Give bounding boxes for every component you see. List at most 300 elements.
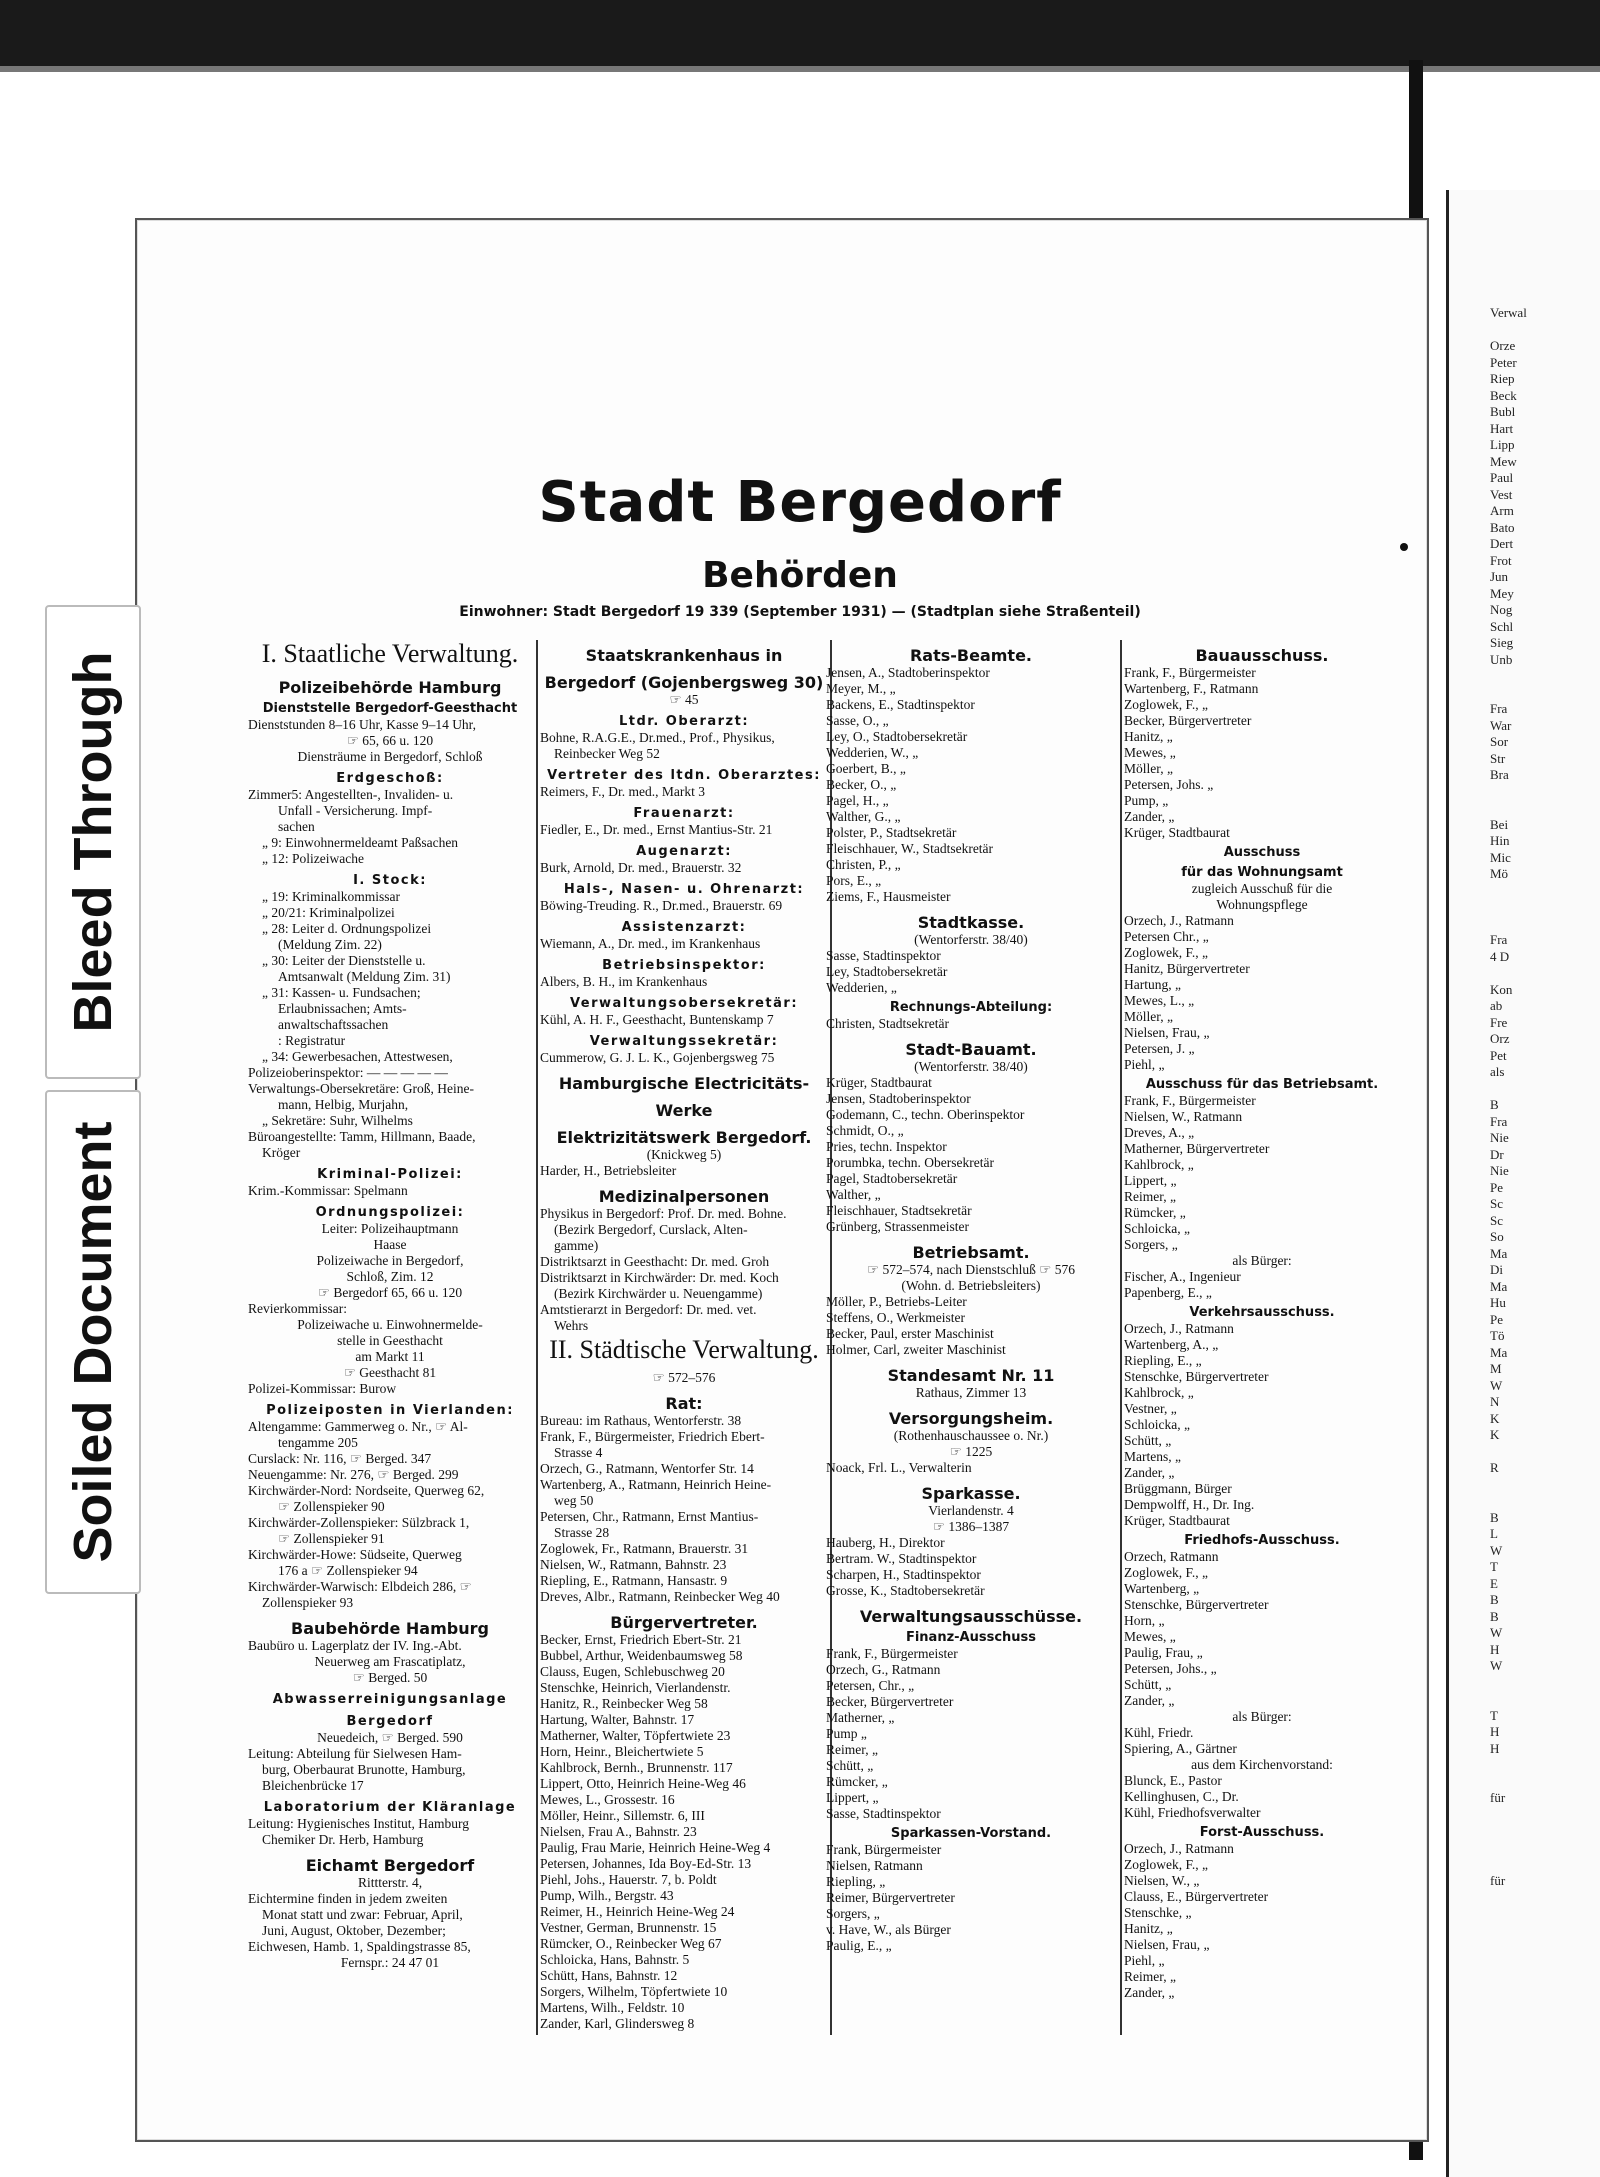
section-heading: Frauenarzt: — [633, 806, 735, 821]
inhabitants-line: Einwohner: Stadt Bergedorf 19 339 (September 1931) — (Stadtplan siehe Straßenteil) — [459, 604, 1141, 620]
section-heading: Polizeibehörde Hamburg — [278, 678, 502, 697]
section-heading: Vertreter des ltdn. Oberarztes: — [547, 768, 821, 783]
directory-line: Zander, „ — [1124, 1985, 1175, 2000]
directory-line: als Bürger: — [1232, 1709, 1292, 1724]
directory-line: Fischer, A., Ingenieur — [1124, 1269, 1241, 1284]
directory-line: Erlaubnissachen; Amts- — [278, 1001, 407, 1016]
directory-line: Dreves, Albr., Ratmann, Reinbecker Weg 40 — [540, 1589, 780, 1604]
section-heading: Finanz-Ausschuss — [905, 1630, 1037, 1645]
directory-line: Pagel, Stadtobersekretär — [826, 1171, 958, 1186]
directory-line: Petersen, Johannes, Ida Boy-Ed-Str. 13 — [540, 1856, 752, 1871]
directory-line: Zoglowek, F., „ — [1124, 1857, 1209, 1872]
directory-line: ☞ Zollenspieker 90 — [278, 1499, 385, 1514]
directory-line: Ley, Stadtobersekretär — [826, 964, 948, 979]
directory-line: Reimer, „ — [1124, 1189, 1176, 1204]
directory-line: Unfall - Versicherung. Impf- — [278, 803, 433, 818]
directory-line: Eichwesen, Hamb. 1, Spaldingstrasse 85, — [248, 1939, 471, 1954]
directory-line: Godemann, C., techn. Oberinspektor — [826, 1107, 1025, 1122]
directory-line: (Wentorferstr. 38/40) — [914, 932, 1028, 947]
soiled-document-tag — [45, 1090, 141, 1594]
directory-line: „ 19: Kriminalkommissar — [262, 889, 400, 904]
directory-line: Zander, „ — [1124, 809, 1175, 824]
section-heading: Rechnungs-Abteilung: — [889, 1000, 1053, 1015]
directory-line: Orzech, J., Ratmann — [1124, 1841, 1234, 1856]
section-heading: Ordnungspolizei: — [315, 1205, 465, 1220]
directory-line: Petersen, J. „ — [1124, 1041, 1195, 1056]
directory-line: (Rothenhauschaussee o. Nr.) — [893, 1428, 1049, 1443]
directory-line: Bureau: im Rathaus, Wentorferstr. 38 — [540, 1413, 742, 1428]
directory-line: Pump „ — [826, 1726, 867, 1741]
directory-line: Reimer, „ — [826, 1742, 878, 1757]
section-heading: Verkehrsausschuss. — [1189, 1305, 1335, 1320]
directory-line: Blunck, E., Pastor — [1124, 1773, 1222, 1788]
directory-line: Sasse, Stadtinspektor — [826, 948, 941, 963]
directory-line: Leitung: Hygienisches Institut, Hamburg — [248, 1816, 469, 1831]
adjacent-page-text: Verwal Orze Peter Riep Beck Bubl Hart Lipp Mew Paul Vest Arm Bato Dert Frot Jun Mey Nog Schl Sieg Unb Fra War Sor Str Bra Bei Hin Mic Mö Fra 4 D Kon ab Fre Orz Pet als B Fra Nie Dr Nie Pe Sc Sc So Ma Di Ma Hu Pe Tö Ma M W N K K R B L W T E B B W H W T H H für für — [1490, 305, 1527, 1888]
column-committees — [1124, 638, 1400, 2001]
directory-line: Porumbka, techn. Obersekretär — [826, 1155, 994, 1170]
directory-line: am Markt 11 — [355, 1349, 425, 1364]
directory-line: Möller, P., Betriebs-Leiter — [826, 1294, 967, 1309]
directory-line: „ 34: Gewerbesachen, Attestwesen, — [262, 1049, 453, 1064]
directory-line: Petersen Chr., „ — [1124, 929, 1209, 944]
section-heading: Rats-Beamte. — [909, 646, 1033, 665]
bleed-through-tag-label: Bleed Through — [63, 651, 123, 1033]
directory-line: Horn, Heinr., Bleichertwiete 5 — [540, 1744, 704, 1759]
directory-line: burg, Oberbaurat Brunotte, Hamburg, — [262, 1762, 466, 1777]
directory-line: Polizeiwache in Bergedorf, — [316, 1253, 464, 1268]
directory-line: Vestner, „ — [1124, 1401, 1177, 1416]
directory-line: Stenschke, Bürgervertreter — [1124, 1597, 1269, 1612]
directory-line: Kirchwärder-Warwisch: Elbdeich 286, ☞ — [248, 1579, 472, 1594]
section-heading: Erdgeschoß: — [336, 771, 444, 786]
directory-line: Krüger, Stadtbaurat — [1124, 825, 1230, 840]
section-heading: Hals-, Nasen- u. Ohrenarzt: — [563, 882, 805, 897]
directory-line: Bleichenbrücke 17 — [262, 1778, 364, 1793]
directory-line: Rittterstr. 4, — [357, 1875, 423, 1890]
directory-line: Frank, F., Bürgermeister — [1124, 665, 1256, 680]
directory-line: Nielsen, W., Ratmann, Bahnstr. 23 — [540, 1557, 727, 1572]
directory-line: Baubüro u. Lagerplatz der IV. Ing.-Abt. — [248, 1638, 462, 1653]
directory-line: Stenschke, Bürgervertreter — [1124, 1369, 1269, 1384]
section-heading: Verwaltungssekretär: — [589, 1034, 779, 1049]
directory-line: Bertram. W., Stadtinspektor — [826, 1551, 977, 1566]
directory-line: Paulig, Frau, „ — [1124, 1645, 1203, 1660]
directory-line: Nielsen, W., Ratmann — [1124, 1109, 1243, 1124]
section-heading: Stadt-Bauamt. — [905, 1040, 1037, 1059]
directory-line: Physikus in Bergedorf: Prof. Dr. med. Bohne. — [540, 1206, 787, 1221]
section-heading: Verwaltungsausschüsse. — [859, 1607, 1083, 1626]
directory-line: Scharpen, H., Stadtinspektor — [826, 1567, 981, 1582]
column-rule — [1120, 640, 1122, 2035]
directory-line: Clauss, E., Bürgervertreter — [1124, 1889, 1269, 1904]
section-heading: Hamburgische Electricitäts- — [558, 1074, 810, 1093]
directory-line: Polizeioberinspektor: — — — — — — [248, 1065, 448, 1080]
directory-line: „ Sekretäre: Suhr, Wilhelms — [262, 1113, 413, 1128]
directory-line: Neuengamme: Nr. 276, ☞ Berged. 299 — [248, 1467, 459, 1482]
section-heading: II. Städtische Verwaltung. — [549, 1335, 819, 1364]
directory-line: ☞ Zollenspieker 91 — [278, 1531, 385, 1546]
directory-line: Möller, „ — [1124, 761, 1173, 776]
directory-line: Cummerow, G. J. L. K., Gojenbergsweg 75 — [540, 1050, 775, 1065]
directory-line: Ley, O., Stadtobersekretär — [826, 729, 968, 744]
directory-line: Pries, techn. Inspektor — [826, 1139, 947, 1154]
directory-line: : Registratur — [278, 1033, 346, 1048]
directory-line: Burk, Arnold, Dr. med., Brauerstr. 32 — [540, 860, 742, 875]
section-heading: Forst-Ausschuss. — [1199, 1825, 1325, 1840]
directory-line: Spiering, A., Gärtner — [1124, 1741, 1237, 1756]
directory-line: Zollenspieker 93 — [262, 1595, 354, 1610]
directory-line: Kühl, A. H. F., Geesthacht, Buntenskamp 7 — [540, 1012, 774, 1027]
directory-line: Mewes, „ — [1124, 1629, 1176, 1644]
section-heading: Bauausschuss. — [1195, 646, 1329, 665]
directory-line: Becker, Bürgervertreter — [1124, 713, 1252, 728]
directory-line: „ 28: Leiter d. Ordnungspolizei — [262, 921, 432, 936]
directory-line: Zander, „ — [1124, 1693, 1175, 1708]
directory-line: Rümcker, „ — [1124, 1205, 1186, 1220]
directory-line: Zander, Karl, Glindersweg 8 — [540, 2016, 695, 2031]
directory-line: Noack, Frl. L., Verwalterin — [826, 1460, 972, 1475]
directory-line: Bubbel, Arthur, Weidenbaumsweg 58 — [540, 1648, 743, 1663]
scan-top-border — [0, 0, 1600, 72]
directory-line: Kühl, Friedr. — [1124, 1725, 1194, 1740]
section-heading: Betriebsamt. — [912, 1243, 1030, 1262]
directory-line: Jensen, Stadtoberinspektor — [826, 1091, 971, 1106]
directory-line: Haase — [373, 1237, 407, 1252]
directory-line: Hartung, Walter, Bahnstr. 17 — [540, 1712, 695, 1727]
directory-line: Nielsen, Frau, „ — [1124, 1025, 1210, 1040]
directory-line: Zoglowek, F., „ — [1124, 945, 1209, 960]
column-state-administration — [248, 638, 532, 1971]
directory-line: Mewes, L., Grossestr. 16 — [540, 1792, 675, 1807]
directory-line: Hanitz, „ — [1124, 729, 1173, 744]
directory-line: Chemiker Dr. Herb, Hamburg — [262, 1832, 424, 1847]
directory-line: Ziems, F., Hausmeister — [826, 889, 951, 904]
section-heading: Abwasserreinigungsanlage — [272, 1692, 508, 1707]
directory-line: Lippert, „ — [826, 1790, 879, 1805]
directory-line: Kirchwärder-Howe: Südseite, Querweg — [248, 1547, 462, 1562]
directory-line: Wohnungspflege — [1216, 897, 1308, 912]
section-heading: Assistenzarzt: — [621, 920, 747, 935]
directory-line: aus dem Kirchenvorstand: — [1191, 1757, 1333, 1772]
directory-line: Papenberg, E., „ — [1124, 1285, 1212, 1300]
directory-line: (Meldung Zim. 22) — [278, 937, 382, 952]
directory-line: Riepling, E., Ratmann, Hansastr. 9 — [540, 1573, 728, 1588]
section-heading: Verwaltungsobersekretär: — [569, 996, 799, 1011]
directory-line: Petersen, Chr., Ratmann, Ernst Mantius- — [540, 1509, 759, 1524]
directory-line: Amtstierarzt in Bergedorf: Dr. med. vet. — [540, 1302, 757, 1317]
section-heading: Medizinalpersonen — [598, 1187, 770, 1206]
directory-line: Petersen, Chr., „ — [826, 1678, 915, 1693]
directory-line: Rathaus, Zimmer 13 — [915, 1385, 1027, 1400]
directory-line: Zoglowek, F., „ — [1124, 697, 1209, 712]
directory-line: Nielsen, Frau A., Bahnstr. 23 — [540, 1824, 697, 1839]
directory-line: Diensträume in Bergedorf, Schloß — [297, 749, 483, 764]
directory-line: Büroangestellte: Tamm, Hillmann, Baade, — [248, 1129, 476, 1144]
directory-line: Schütt, „ — [1124, 1433, 1172, 1448]
directory-line: Möller, Heinr., Sillemstr. 6, III — [540, 1808, 705, 1823]
directory-line: Wartenberg, „ — [1124, 1581, 1200, 1596]
section-heading: Dienststelle Bergedorf-Geesthacht — [262, 701, 518, 716]
section-heading: Rat: — [665, 1394, 703, 1413]
directory-line: „ 12: Polizeiwache — [262, 851, 364, 866]
page-title: Stadt Bergedorf — [538, 470, 1062, 535]
directory-line: Möller, „ — [1124, 1009, 1173, 1024]
section-heading: Polizeiposten in Vierlanden: — [266, 1403, 514, 1418]
directory-line: „ 20/21: Kriminalpolizei — [262, 905, 395, 920]
directory-line: Becker, Ernst, Friedrich Ebert-Str. 21 — [540, 1632, 742, 1647]
directory-line: (Wentorferstr. 38/40) — [914, 1059, 1028, 1074]
section-heading: Versorgungsheim. — [888, 1409, 1054, 1428]
directory-line: Leiter: Polizeihauptmann — [321, 1221, 459, 1236]
directory-line: Sorgers, „ — [826, 1906, 880, 1921]
directory-line: Polizei-Kommissar: Burow — [248, 1381, 397, 1396]
directory-line: (Knickweg 5) — [646, 1147, 722, 1162]
directory-line: Martens, Wilh., Feldstr. 10 — [540, 2000, 685, 2015]
directory-line: Hauberg, H., Direktor — [826, 1535, 945, 1550]
directory-line: als Bürger: — [1232, 1253, 1292, 1268]
directory-line: Petersen, Johs., „ — [1124, 1661, 1217, 1676]
directory-line: Monat statt und zwar: Februar, April, — [262, 1907, 463, 1922]
section-heading: Baubehörde Hamburg — [291, 1619, 489, 1638]
directory-line: Zimmer5: Angestellten-, Invaliden- u. — [248, 787, 454, 802]
directory-line: Clauss, Eugen, Schlebuschweg 20 — [540, 1664, 725, 1679]
directory-line: Verwaltungs-Obersekretäre: Groß, Heine- — [248, 1081, 475, 1096]
directory-line: weg 50 — [554, 1493, 594, 1508]
directory-line: Backens, E., Stadtinspektor — [826, 697, 975, 712]
directory-line: Revierkommissar: — [248, 1301, 347, 1316]
section-heading: Bürgervertreter. — [610, 1613, 758, 1632]
directory-line: Matherner, Bürgervertreter — [1124, 1141, 1270, 1156]
directory-line: Dempwolff, H., Dr. Ing. — [1124, 1497, 1255, 1512]
directory-line: Nielsen, Frau, „ — [1124, 1937, 1210, 1952]
directory-line: Riepling, E., „ — [1124, 1353, 1202, 1368]
directory-line: Frank, F., Bürgermeister, Friedrich Ebert- — [540, 1429, 765, 1444]
directory-line: v. Have, W., als Bürger — [826, 1922, 951, 1937]
directory-line: ☞ Geesthacht 81 — [343, 1365, 437, 1380]
directory-line: Frank, F., Bürgermeister — [826, 1646, 958, 1661]
directory-line: „ 31: Kassen- u. Fundsachen; — [262, 985, 421, 1000]
directory-line: ☞ 1386–1387 — [932, 1519, 1010, 1534]
directory-line: Lippert, „ — [1124, 1173, 1177, 1188]
section-heading: Standesamt Nr. 11 — [887, 1366, 1055, 1385]
directory-line: Schütt, „ — [1124, 1677, 1172, 1692]
section-heading: Betriebsinspektor: — [602, 958, 766, 973]
directory-line: (Bezirk Bergedorf, Curslack, Alten- — [554, 1222, 748, 1237]
directory-line: Pump, „ — [1124, 793, 1169, 808]
directory-line: Lippert, Otto, Heinrich Heine-Weg 46 — [540, 1776, 746, 1791]
directory-line: Schloß, Zim. 12 — [346, 1269, 434, 1284]
directory-line: Albers, B. H., im Krankenhaus — [540, 974, 708, 989]
directory-line: Walther, „ — [826, 1187, 881, 1202]
section-heading: Stadtkasse. — [917, 913, 1025, 932]
section-heading: Bergedorf (Gojenbergsweg 30) — [544, 673, 824, 692]
directory-line: Sasse, Stadtinspektor — [826, 1806, 941, 1821]
directory-line: Curslack: Nr. 116, ☞ Berged. 347 — [248, 1451, 432, 1466]
directory-line: Schloicka, Hans, Bahnstr. 5 — [540, 1952, 690, 1967]
directory-line: Schütt, Hans, Bahnstr. 12 — [540, 1968, 678, 1983]
directory-line: gamme) — [554, 1238, 599, 1253]
directory-line: Dreves, A., „ — [1124, 1125, 1195, 1140]
directory-line: Bohne, R.A.G.E., Dr.med., Prof., Physikus, — [540, 730, 775, 745]
directory-line: ☞ Bergedorf 65, 66 u. 120 — [317, 1285, 463, 1300]
directory-line: Krüger, Stadtbaurat — [1124, 1513, 1230, 1528]
directory-line: Reimer, „ — [1124, 1969, 1176, 1984]
directory-line: Piehl, „ — [1124, 1953, 1165, 1968]
directory-line: Leitung: Abteilung für Sielwesen Ham- — [248, 1746, 462, 1761]
directory-line: Piehl, „ — [1124, 1057, 1165, 1072]
directory-line: Reimers, F., Dr. med., Markt 3 — [540, 784, 706, 799]
directory-line: Sorgers, Wilhelm, Töpfertwiete 10 — [540, 1984, 728, 1999]
section-heading: Kriminal-Polizei: — [317, 1167, 463, 1182]
column-city-offices — [826, 638, 1116, 1954]
section-heading: Staatskrankenhaus in — [585, 646, 783, 665]
directory-line: Paulig, E., „ — [826, 1938, 892, 1953]
section-heading: Sparkasse. — [921, 1484, 1021, 1503]
directory-line: Kirchwärder-Nord: Nordseite, Querweg 62, — [248, 1483, 485, 1498]
ink-dot — [1400, 543, 1408, 551]
section-heading: Augenarzt: — [636, 844, 732, 859]
directory-line: Matherner, „ — [826, 1710, 895, 1725]
directory-line: Stenschke, Heinrich, Vierlandenstr. — [540, 1680, 731, 1695]
directory-line: zugleich Ausschuß für die — [1191, 881, 1333, 896]
section-heading: Sparkassen-Vorstand. — [890, 1826, 1052, 1841]
section-heading: Eichamt Bergedorf — [305, 1856, 475, 1875]
directory-line: stelle in Geesthacht — [337, 1333, 443, 1348]
directory-line: Holmer, Carl, zweiter Maschinist — [826, 1342, 1006, 1357]
directory-line: Hanitz, Bürgervertreter — [1124, 961, 1250, 976]
bleed-through-tag — [45, 605, 141, 1079]
section-heading: Ausschuss für das Betriebsamt. — [1145, 1077, 1379, 1092]
directory-line: Piehl, Johs., Hauerstr. 7, b. Poldt — [540, 1872, 717, 1887]
directory-line: Eichtermine finden in jedem zweiten — [248, 1891, 448, 1906]
directory-line: Kahlbrock, „ — [1124, 1157, 1194, 1172]
directory-line: Fernspr.: 24 47 01 — [340, 1955, 440, 1970]
directory-line: Kahlbrock, „ — [1124, 1385, 1194, 1400]
directory-line: Vierlandenstr. 4 — [928, 1503, 1014, 1518]
directory-line: Kröger — [262, 1145, 301, 1160]
directory-line: Vestner, German, Brunnenstr. 15 — [540, 1920, 717, 1935]
directory-line: Schmidt, O., „ — [826, 1123, 904, 1138]
directory-line: Wartenberg, A., „ — [1124, 1337, 1219, 1352]
directory-line: Zoglowek, Fr., Ratmann, Brauerstr. 31 — [540, 1541, 749, 1556]
directory-line: ☞ 572–574, nach Dienstschluß ☞ 576 — [867, 1262, 1075, 1277]
directory-line: tengamme 205 — [278, 1435, 358, 1450]
directory-line: Steffens, O., Werkmeister — [826, 1310, 966, 1325]
column-hospital-and-city — [540, 638, 828, 2032]
directory-line: Frank, F., Bürgermeister — [1124, 1093, 1256, 1108]
directory-line: Kühl, Friedhofsverwalter — [1124, 1805, 1261, 1820]
section-heading: I. Staatliche Verwaltung. — [261, 639, 519, 668]
directory-line: Horn, „ — [1124, 1613, 1165, 1628]
directory-line: Schütt, „ — [826, 1758, 874, 1773]
directory-line: Amtsanwalt (Meldung Zim. 31) — [278, 969, 451, 984]
section-heading: für das Wohnungsamt — [1181, 865, 1343, 880]
directory-line: Strasse 28 — [554, 1525, 610, 1540]
section-heading: Ausschuss — [1223, 845, 1301, 860]
directory-line: Wartenberg, F., Ratmann — [1124, 681, 1259, 696]
directory-line: Orzech, G., Ratmann — [826, 1662, 941, 1677]
directory-line: Rümcker, „ — [826, 1774, 888, 1789]
directory-line: Schloicka, „ — [1124, 1417, 1190, 1432]
directory-line: Orzech, Ratmann — [1124, 1549, 1219, 1564]
directory-line: Mewes, „ — [1124, 745, 1176, 760]
directory-line: Jensen, A., Stadtoberinspektor — [826, 665, 990, 680]
directory-line: Orzech, J., Ratmann — [1124, 1321, 1234, 1336]
section-heading: I. Stock: — [353, 873, 427, 888]
directory-line: Grosse, K., Stadtobersekretär — [826, 1583, 985, 1598]
directory-line: Martens, „ — [1124, 1449, 1181, 1464]
directory-line: Distriktsarzt in Kirchwärder: Dr. med. Koch — [540, 1270, 779, 1285]
directory-line: Krüger, Stadtbaurat — [826, 1075, 932, 1090]
directory-line: Walther, G., „ — [826, 809, 901, 824]
directory-line: Schloicka, „ — [1124, 1221, 1190, 1236]
directory-line: Rümcker, O., Reinbecker Weg 67 — [540, 1936, 722, 1951]
page-subtitle: Behörden — [702, 555, 898, 596]
directory-line: Kellinghusen, C., Dr. — [1124, 1789, 1239, 1804]
directory-line: Meyer, M., „ — [826, 681, 896, 696]
directory-line: Wiemann, A., Dr. med., im Krankenhaus — [540, 936, 761, 951]
directory-line: Nielsen, W., „ — [1124, 1873, 1200, 1888]
directory-line: Reimer, Bürgervertreter — [826, 1890, 955, 1905]
directory-line: Brüggmann, Bürger — [1124, 1481, 1232, 1496]
directory-line: Matherner, Walter, Töpfertwiete 23 — [540, 1728, 731, 1743]
directory-line: Riepling, „ — [826, 1874, 886, 1889]
directory-line: Sasse, O., „ — [826, 713, 889, 728]
section-heading: Bergedorf — [346, 1714, 434, 1729]
soiled-document-tag-label: Soiled Document — [63, 1121, 123, 1563]
scan-top-border-edge — [0, 66, 1600, 72]
directory-line: Juni, August, Oktober, Dezember; — [262, 1923, 446, 1938]
directory-line: Strasse 4 — [554, 1445, 603, 1460]
directory-line: Reinbecker Weg 52 — [554, 746, 660, 761]
directory-line: Kirchwärder-Zollenspieker: Sülzbrack 1, — [248, 1515, 470, 1530]
directory-line: Polster, P., Stadtsekretär — [826, 825, 957, 840]
directory-line: Fiedler, E., Dr. med., Ernst Mantius-Str. 21 — [540, 822, 773, 837]
section-heading: Laboratorium der Kläranlage — [263, 1800, 517, 1815]
directory-line: Pump, Wilh., Bergstr. 43 — [540, 1888, 674, 1903]
directory-line: sachen — [278, 819, 315, 834]
directory-line: 176 a ☞ Zollenspieker 94 — [278, 1563, 418, 1578]
directory-line: Wartenberg, A., Ratmann, Heinrich Heine- — [540, 1477, 772, 1492]
directory-line: (Bezirk Kirchwärder u. Neuengamme) — [554, 1286, 763, 1301]
directory-line: Paulig, Frau Marie, Heinrich Heine-Weg 4 — [540, 1840, 771, 1855]
directory-line: Nielsen, Ratmann — [826, 1858, 923, 1873]
directory-line: Christen, P., „ — [826, 857, 901, 872]
directory-line: Dienststunden 8–16 Uhr, Kasse 9–14 Uhr, — [248, 717, 477, 732]
column-rule — [536, 640, 538, 2035]
directory-line: Pagel, H., „ — [826, 793, 889, 808]
directory-line: Zander, „ — [1124, 1465, 1175, 1480]
directory-line: „ 9: Einwohnermeldeamt Paßsachen — [262, 835, 459, 850]
section-heading: Ltdr. Oberarzt: — [618, 714, 750, 729]
directory-line: Distriktsarzt in Geesthacht: Dr. med. Groh — [540, 1254, 770, 1269]
section-heading: Werke — [655, 1101, 713, 1120]
directory-line: Wedderien, W., „ — [826, 745, 919, 760]
directory-line: Fleischhauer, W., Stadtsekretär — [826, 841, 994, 856]
directory-line: anwaltschaftssachen — [278, 1017, 389, 1032]
directory-line: mann, Helbig, Murjahn, — [278, 1097, 409, 1112]
directory-line: ☞ 65, 66 u. 120 — [346, 733, 434, 748]
directory-line: Reimer, H., Heinrich Heine-Weg 24 — [540, 1904, 735, 1919]
directory-line: Böwing-Treuding. R., Dr.med., Brauerstr. 69 — [540, 898, 783, 913]
directory-line: Grünberg, Strassenmeister — [826, 1219, 969, 1234]
directory-line: Becker, Paul, erster Maschinist — [826, 1326, 994, 1341]
directory-line: Stenschke, „ — [1124, 1905, 1192, 1920]
section-heading: Elektrizitätswerk Bergedorf. — [556, 1128, 812, 1147]
directory-line: Neuedeich, ☞ Berged. 590 — [317, 1730, 463, 1745]
directory-line: Becker, Bürgervertreter — [826, 1694, 954, 1709]
